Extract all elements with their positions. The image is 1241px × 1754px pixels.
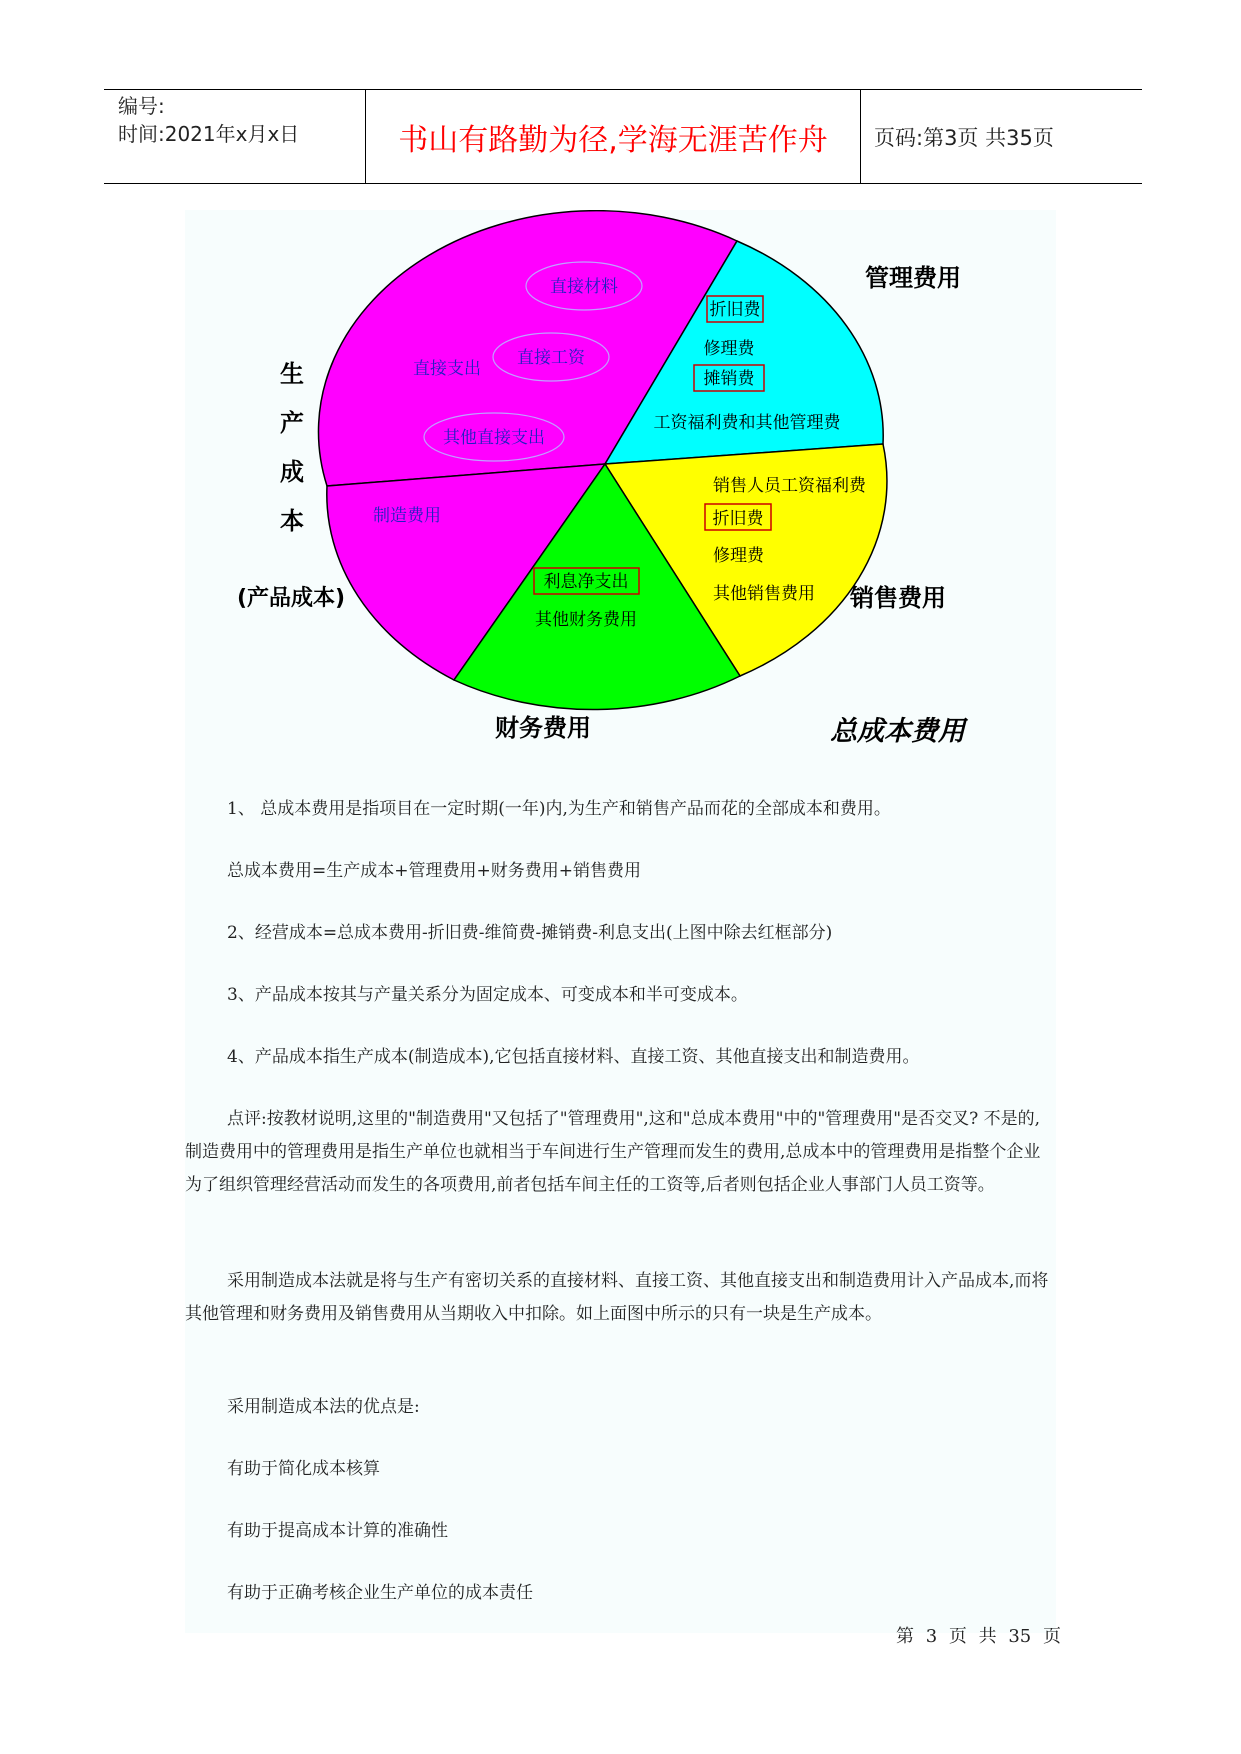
category-financial-cost: 财务费用 (495, 714, 591, 742)
label-fin-other: 其他财务费用 (535, 610, 637, 630)
paragraph-3: 2、经营成本=总成本费用-折旧费-维简费-摊销费-利息支出(上图中除去红框部分) (227, 923, 833, 943)
paragraph-advantages-heading: 采用制造成本法的优点是: (227, 1397, 420, 1417)
label-sales-repair: 修理费 (713, 546, 764, 566)
paragraph-advantage-3: 有助于正确考核企业生产单位的成本责任 (227, 1583, 533, 1603)
category-production-char-1: 生 (280, 360, 304, 388)
label-direct-material: 直接材料 (550, 277, 618, 297)
page-header (104, 89, 1142, 184)
paragraph-4: 3、产品成本按其与产量关系分为固定成本、可变成本和半可变成本。 (227, 985, 748, 1005)
label-mgmt-wage-other: 工资福利费和其他管理费 (653, 413, 841, 433)
category-production-char-2: 产 (280, 409, 304, 437)
footer-page-number: 第 3 页 共 35 页 (896, 1626, 1061, 1647)
paragraph-2: 总成本费用=生产成本+管理费用+财务费用+销售费用 (227, 861, 641, 881)
header-meta-cell (104, 90, 366, 183)
label-direct-expense: 直接支出 (413, 359, 481, 379)
paragraph-advantage-2: 有助于提高成本计算的准确性 (227, 1521, 448, 1541)
category-sales-cost: 销售费用 (850, 584, 946, 612)
label-fin-interest: 利息净支出 (543, 572, 629, 592)
label-manufacturing-cost: 制造费用 (373, 506, 441, 526)
paragraph-method: 采用制造成本法就是将与生产有密切关系的直接材料、直接工资、其他直接支出和制造费用计入产品成本,而将其他管理和财务费用及销售费用从当期收入中扣除。如上面图中所示的只有一块是生产成本。 (185, 1271, 1049, 1324)
header-motto: 书山有路勤为径,学海无涯苦作舟 (366, 90, 861, 183)
paragraph-1: 1、 总成本费用是指项目在一定时期(一年)内,为生产和销售产品而花的全部成本和费用。 (227, 799, 891, 819)
label-sales-wage: 销售人员工资福利费 (713, 476, 866, 496)
category-production-char-3: 成 (280, 458, 304, 486)
document-time-label: 时间:2021年x月x日 (118, 122, 300, 146)
label-direct-wage: 直接工资 (517, 348, 585, 368)
label-other-direct-expense: 其他直接支出 (443, 428, 545, 448)
paragraph-advantage-1: 有助于简化成本核算 (227, 1459, 380, 1479)
label-mgmt-repair: 修理费 (703, 339, 755, 359)
category-production-char-4: 本 (280, 507, 304, 535)
document-body (185, 210, 1056, 1633)
paragraph-commentary: 点评:按教材说明,这里的"制造费用"又包括了"管理费用",这和"总成本费用"中的"管理费用"是否交叉? 不是的,制造费用中的管理费用是指生产单位也就相当于车间进行生产管理而发生的费用,总成本中的管理费用是指整个企业为了组织管理经营活动而发生的各项费用,前者包括车间主任的工资等,后者则包括企业人事部门人员工资等。 (185, 1109, 1041, 1195)
label-mgmt-amortization: 摊销费 (703, 369, 755, 389)
document-number-label: 编号: (118, 94, 165, 118)
cost-pie-chart (185, 210, 1056, 770)
paragraph-5: 4、产品成本指生产成本(制造成本),它包括直接材料、直接工资、其他直接支出和制造费用。 (227, 1047, 920, 1067)
category-production-sub: (产品成本) (237, 586, 346, 611)
label-mgmt-depreciation: 折旧费 (709, 300, 761, 320)
header-page-label: 页码:第3页 共35页 (874, 125, 1054, 150)
category-management-cost: 管理费用 (865, 264, 961, 292)
chart-title-total-cost: 总成本费用 (830, 716, 965, 747)
label-sales-depreciation: 折旧费 (712, 509, 764, 529)
label-sales-other: 其他销售费用 (713, 584, 815, 604)
